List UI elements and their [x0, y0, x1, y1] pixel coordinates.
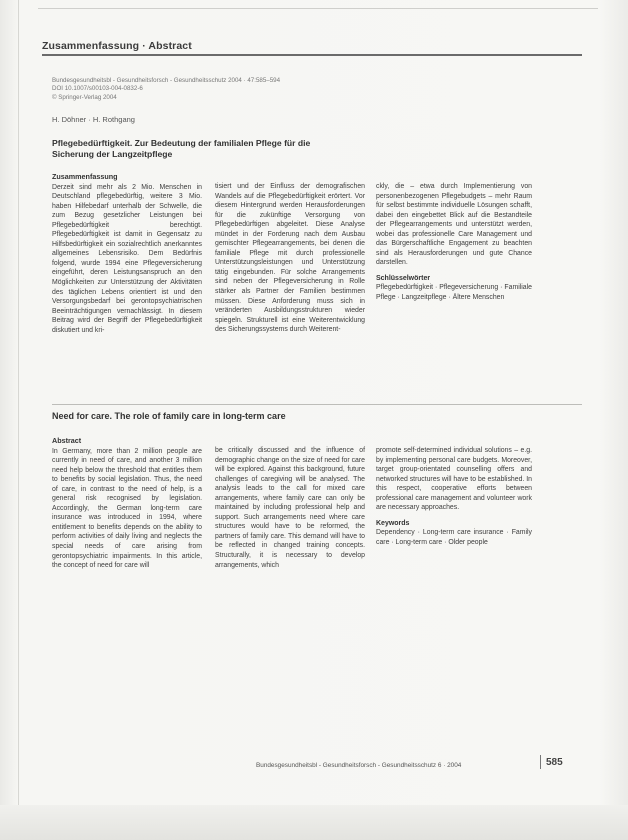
citation-meta: [52, 77, 352, 102]
english-text-1: In Germany, more than 2 million people are currently in need of care, and another 3 million need help below the threshold that entitles them to benefits by social legislation. Thus, the need of care, in contrast to the need of help, is a general risk recognised by legislation. Accordingly, the German long-term care insurance was introduced in 1994, where entitlement to benefits depends on the ability to perform activities of daily living and neglects the special needs of care arising from gerontopsychiatric impairments. In this article, the concept of need for care will: [52, 447, 202, 570]
german-col-2: [215, 182, 365, 335]
doi-line: DOI 10.1007/s00103-004-0832-6: [52, 85, 143, 93]
german-abstract-heading: Zusammenfassung: [52, 172, 118, 181]
english-col-3: [376, 446, 532, 547]
german-text-1: Derzeit sind mehr als 2 Mio. Menschen in Deutschland pflegebedürftig, weitere 3 Mio. haben Hilfebedarf unterhalb der Schwelle, die zum Bezug gesetzlicher Leistungen bei Pflegebedürftigkeit berechtigt. Pflegebedürftigkeit ist damit in Gegensatz zu Hilfsbedürftigkeit ein sozialrechtlich anerkanntes allgemeines Lebensrisiko. Dem Bedürfnis folgend, wurde 1994 eine Pflegeversicherung eingeführt, deren Leistungsanspruch an den Möglichkeiten zur Unterstützung der Aktivitäten des täglichen Lebens orientiert ist und den Versorgungsbedarf bei gerontopsychiatrischen Beeinträchtigungen vernachlässigt. In diesem Beitrag wird der Begriff der Pflegebedürftigkeit diskutiert und kri-: [52, 183, 202, 334]
english-keywords: Dependency · Long-term care insurance · Family care · Long-term care · Older people: [376, 529, 532, 546]
english-title: Need for care. The role of family care in long-term care: [52, 411, 286, 421]
english-col-2: [215, 446, 365, 570]
german-keywords-heading: Schlüsselwörter: [376, 274, 431, 282]
copyright-line: © Springer-Verlag 2004: [52, 93, 117, 101]
divider: [52, 404, 582, 405]
german-col-1: [52, 172, 202, 335]
footer-divider: [540, 755, 541, 769]
authors: H. Döhner · H. Rothgang: [52, 115, 135, 124]
journal-footer: Bundesgesundheitsbl - Gesundheitsforsch - Gesundheitsschutz 6 · 2004: [256, 762, 462, 769]
page-number: 585: [546, 757, 563, 768]
german-text-2: tisiert und der Einfluss der demografischen Wandels auf die Pflegebedürftigkeit erörtert. Vor diesem Hintergrund werden Herausforderungen für die zukünftige Versorgung von Pflegebedürftigen abgeleitet. Diese Analyse mündet in der Forderung nach dem Ausbau gemischter Pflegearrangements, bei denen die familiale Pflege mit durch professionelle Unterstützungsleistungen und Unterstützung tätig eingebunden. Für solche Arrangements sind neben der Pflegeversicherung in Rolle stärker als Partner der Familien bestimmen müssen. Diese Anforderung muss sich in veränderten Ausbildungsstrukturen wieder spiegeln. Strukturell ist eine Weiterentwicklung des Sicherungssystems durch Weiterent-: [215, 183, 365, 334]
german-keywords: Pflegebedürftigkeit · Pflegeversicherung · Familiale Pflege · Langzeitpflege · Ältere Menschen: [376, 284, 532, 302]
german-title: Pflegebedürftigkeit. Zur Bedeutung der familialen Pflege für die Sicherung der Langzeitpflege: [52, 138, 311, 159]
scan-bottom-edge: [0, 805, 628, 840]
section-header: Zusammenfassung · Abstract: [42, 40, 582, 56]
german-col-3: [376, 182, 532, 303]
german-text-3: ckly, die – etwa durch Implementierung von personenbezogenen Pflegebudgets – mehr Raum für selbst bestimmte individuelle Lösungen schafft, dabei den eingebettet Blick auf die Bestandteile der Pflegearrangements und unterstützt werden, wobei das professionelle Care Management und das Bürgerschaftliche Engagement zu beachten sind als Herausforderungen und gute Chance darstellen.: [376, 183, 532, 267]
top-rule: [38, 8, 598, 9]
english-text-2: be critically discussed and the influence of demographic change on the size of need for care will be explored. Against this background, future challenges of caregiving will be analysed. The analysis leads to the call for mixed care arrangements, where family care can only be maintained by including professional help and support. Such arrangements need where care structures would have to be reformed, the partners of family care. This demand will have to be reflected in changed training concepts. Structurally, it is necessary to develop arrangements, which: [215, 447, 365, 569]
english-col-1: [52, 436, 202, 571]
english-abstract-heading: Abstract: [52, 436, 82, 445]
english-text-3: promote self-determined individual solutions – e.g. by implementing personal care budgets. Moreover, target group-orientated counselling offers and networked structures will have to be established. In this respect, cooperative efforts between professional care management and volunteer work are necessary approaches.: [376, 447, 532, 512]
english-keywords-heading: Keywords: [376, 519, 410, 527]
scan-edge: [18, 0, 19, 840]
citation-line: Bundesgesundheitsbl - Gesundheitsforsch - Gesundheitsschutz 2004 · 47:585–594: [52, 77, 281, 84]
